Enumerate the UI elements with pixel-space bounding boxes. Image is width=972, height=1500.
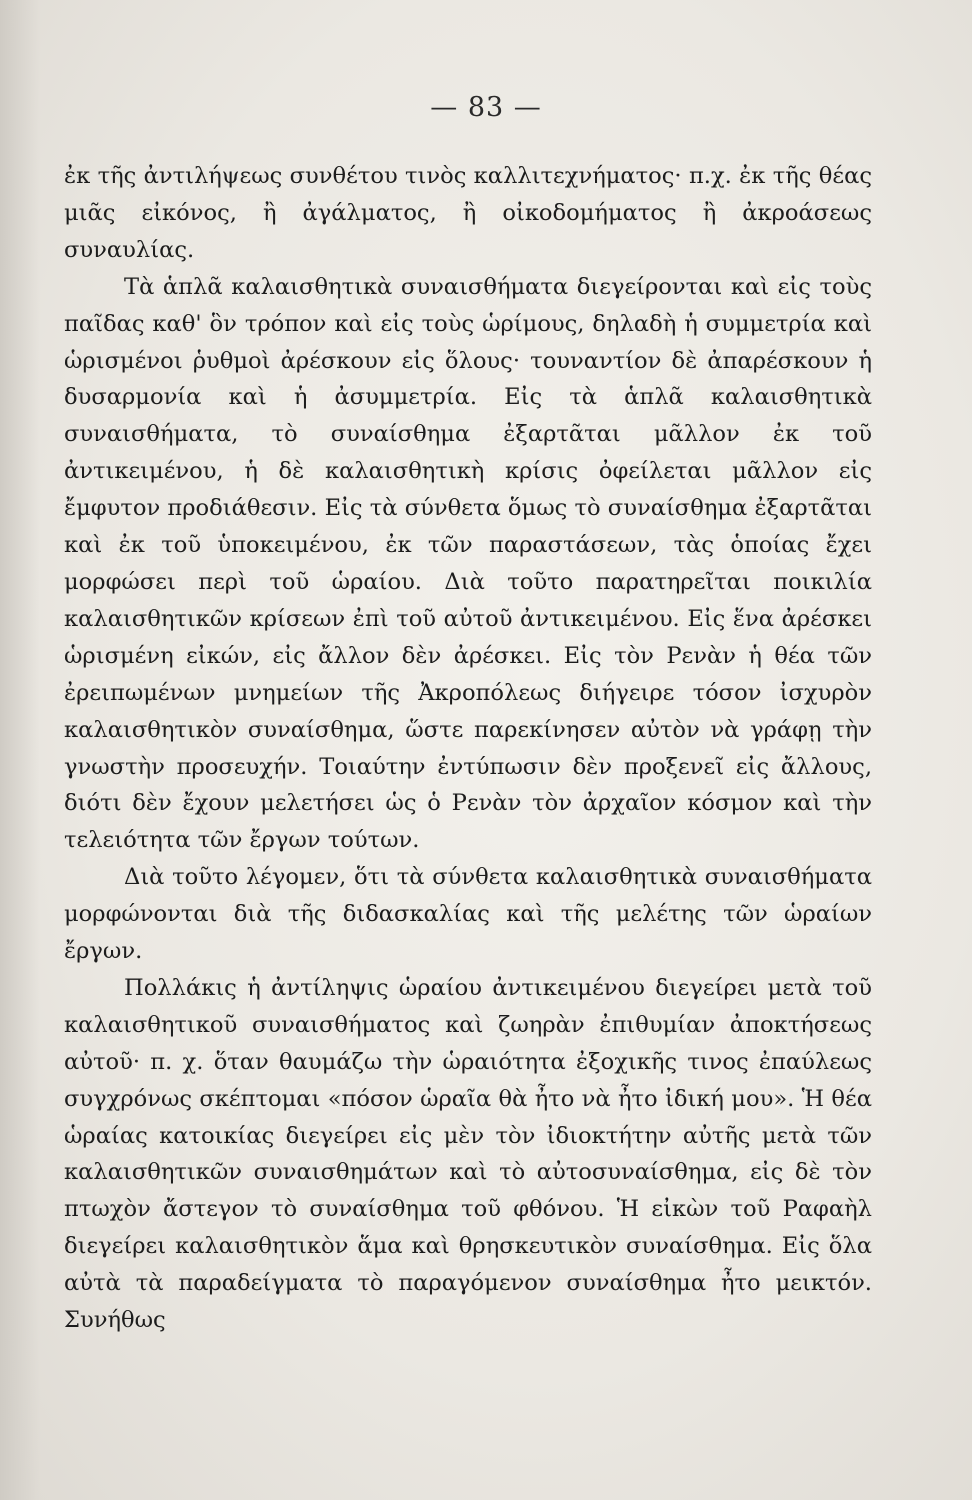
- paragraph: Διὰ τοῦτο λέγομεν, ὅτι τὰ σύνθετα καλαισθητικὰ συναισθήματα μορφώνονται διὰ τῆς διδασκαλίας καὶ τῆς μελέτης τῶν ὡραίων ἔργων.: [64, 864, 872, 965]
- page-number: — 83 —: [430, 92, 542, 123]
- paragraph-continuation: ἐκ τῆς ἀντιλήψεως συνθέτου τινὸς καλλιτεχνήματος· π.χ. ἐκ τῆς θέας μιᾶς εἰκόνος, ἢ ἀγάλματος, ἢ οἰκοδομήματος ἢ ἀκροάσεως συναυλίας.: [64, 163, 872, 263]
- paragraph: Πολλάκις ἡ ἀντίληψις ὡραίου ἀντικειμένου διεγείρει μετὰ τοῦ καλαισθητικοῦ συναισθήματος καὶ ζωηρὰν ἐπιθυμίαν ἀποκτήσεως αὐτοῦ· π. χ. ὅταν θαυμάζω τὴν ὡραιότητα ἐξοχικῆς τινος ἐπαύλεως συγχρόνως σκέπτομαι «πόσον ὡραῖα θὰ ἦτο νὰ ἦτο ἰδική μου». Ἡ θέα ὡραίας κατοικίας διεγείρει εἰς μὲν τὸν ἰδιοκτήτην αὐτῆς μετὰ τῶν καλαισθητικῶν συναισθημάτων καὶ τὸ αὐτοσυναίσθημα, εἰς δὲ τὸν πτωχὸν ἄστεγον τὸ συναίσθημα τοῦ φθόνου. Ἡ εἰκὼν τοῦ Ραφαὴλ διεγείρει καλαισθητικὸν ἅμα καὶ θρησκευτικὸν συναίσθημα. Εἰς ὅλα αὐτὰ τὰ παραδείγματα τὸ παραγόμενον συναίσθημα ἦτο μεικτόν. Συνήθως: [64, 974, 872, 1334]
- body-text: [64, 158, 872, 1339]
- page-edge-shadow: [0, 0, 40, 1500]
- paragraph: Τὰ ἁπλᾶ καλαισθητικὰ συναισθήματα διεγείρονται καὶ εἰς τοὺς παῖδας καθ' ὃν τρόπον καὶ εἰς τοὺς ὡρίμους, δηλαδὴ ἡ συμμετρία καὶ ὡρισμένοι ῥυθμοὶ ἀρέσκουν εἰς ὅλους· τουναντίον δὲ ἀπαρέσκουν ἡ δυσαρμονία καὶ ἡ ἀσυμμετρία. Εἰς τὰ ἁπλᾶ καλαισθητικὰ συναισθήματα, τὸ συναίσθημα ἐξαρτᾶται μᾶλλον ἐκ τοῦ ἀντικειμένου, ἡ δὲ καλαισθητικὴ κρίσις ὀφείλεται μᾶλλον εἰς ἔμφυτον προδιάθεσιν. Εἰς τὰ σύνθετα ὅμως τὸ συναίσθημα ἐξαρτᾶται καὶ ἐκ τοῦ ὑποκειμένου, ἐκ τῶν παραστάσεων, τὰς ὁποίας ἔχει μορφώσει περὶ τοῦ ὡραίου. Διὰ τοῦτο παρατηρεῖται ποικιλία καλαισθητικῶν κρίσεων ἐπὶ τοῦ αὐτοῦ ἀντικειμένου. Εἰς ἕνα ἀρέσκει ὡρισμένη εἰκών, εἰς ἄλλον δὲν ἀρέσκει. Εἰς τὸν Ρενὰν ἡ θέα τῶν ἐρειπωμένων μνημείων τῆς Ἀκροπόλεως διήγειρε τόσον ἰσχυρὸν καλαισθητικὸν συναίσθημα, ὥστε παρεκίνησεν αὐτὸν νὰ γράφῃ τὴν γνωστὴν προσευχήν. Τοιαύτην ἐντύπωσιν δὲν προξενεῖ εἰς ἄλλους, διότι δὲν ἔχουν μελετήσει ὡς ὁ Ρενὰν τὸν ἀρχαῖον κόσμον καὶ τὴν τελειότητα τῶν ἔργων τούτων.: [64, 273, 872, 854]
